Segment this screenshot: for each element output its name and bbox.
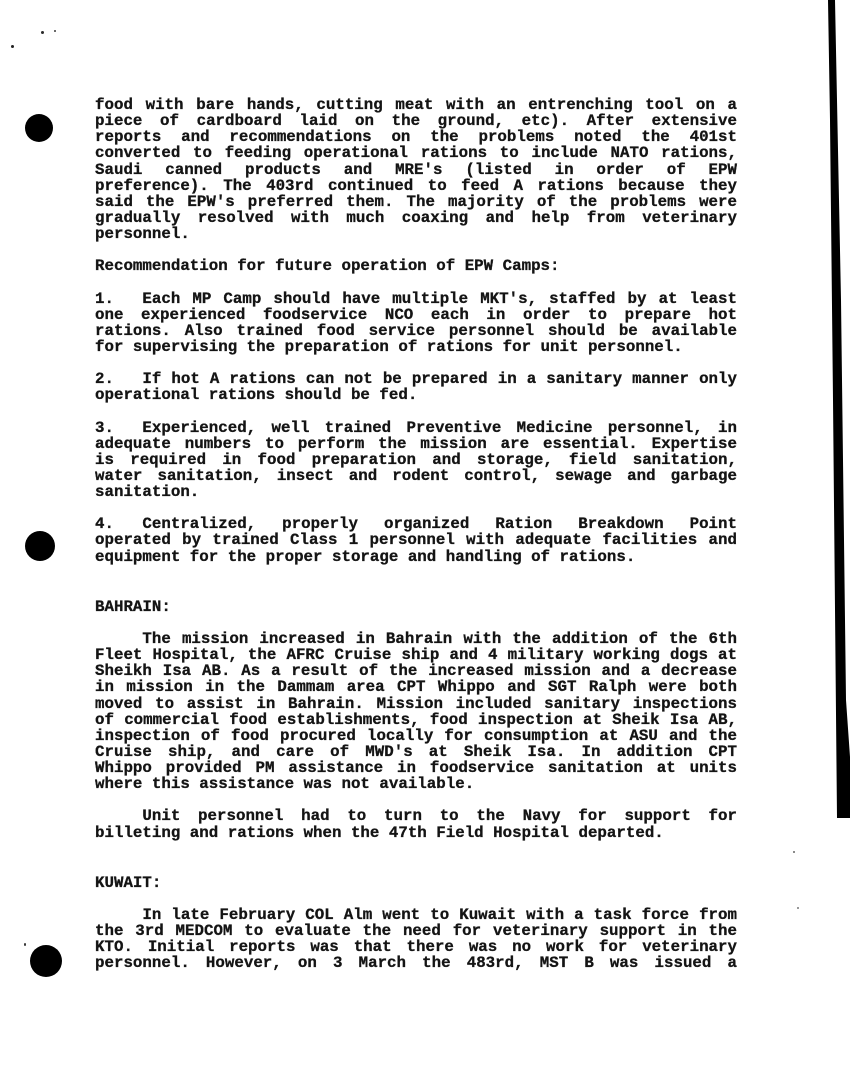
hole-punch-mark [25, 531, 55, 561]
paragraph [95, 808, 737, 840]
text-line: rations. Also trained food service personnel should be available [95, 321, 737, 340]
text-line: billeting and rations when the 47th Field Hospital departed. [95, 823, 664, 842]
scan-speck [54, 30, 56, 32]
text-line: gradually resolved with much coaxing and help from veterinary [95, 209, 737, 228]
paragraph [95, 258, 737, 274]
text-line: operated by trained Class 1 personnel with adequate facilities and [95, 531, 737, 550]
text-line: in mission in the Dammam area CPT Whippo and SGT Ralph were both [95, 678, 737, 697]
text-line: Cruise ship, and care of MWD's at Sheik Isa. In addition CPT [95, 743, 737, 761]
text-line: water sanitation, insect and rodent control, sewage and garbage [95, 466, 737, 485]
text-line: where this assistance was not available. [95, 775, 475, 794]
paragraph [95, 371, 737, 403]
list-number: 3. [95, 418, 114, 437]
text-line: KTO. Initial reports was that there was no work for veterinary [95, 938, 737, 957]
text-line: moved to assist in Bahrain. Mission included sanitary inspections [95, 694, 737, 713]
paragraph [95, 291, 737, 356]
hole-punch-mark [25, 114, 53, 142]
text-line: Recommendation for future operation of EPW Camps: [95, 257, 560, 276]
document-body [95, 97, 737, 972]
paragraph [95, 516, 737, 564]
text-line: preference). The 403rd continued to feed A rations because they [95, 176, 737, 195]
paragraph [95, 97, 737, 242]
text-line: Fleet Hospital, the AFRC Cruise ship and 4 military working dogs at [95, 646, 737, 665]
scan-speck [24, 943, 26, 946]
text-line: the 3rd MEDCOM to evaluate the need for veterinary support in the [95, 922, 737, 941]
text-line: personnel. However, on 3 March the 483rd, MST B was issued a [95, 954, 737, 973]
text-line: 2. If hot A rations can not be prepared in a sanitary manner only [95, 370, 737, 389]
paragraph [95, 907, 737, 972]
section-heading [95, 599, 737, 615]
text-line: 3. Experienced, well trained Preventive Medicine personnel, in [95, 418, 737, 437]
text-line: Whippo provided PM assistance in foodservice sanitation at units [95, 759, 737, 778]
text-line: one experienced foodservice NCO each in order to prepare hot [95, 305, 737, 324]
text-line: Unit personnel had to turn to the Navy for support for [142, 807, 737, 826]
scan-speck [11, 45, 14, 48]
section-heading [95, 875, 737, 891]
text-line: BAHRAIN: [95, 597, 171, 616]
text-line: 4. Centralized, properly organized Ration Breakdown Point [95, 515, 737, 534]
text-line: for supervising the preparation of rations for unit personnel. [95, 338, 683, 357]
text-line: is required in food preparation and storage, field sanitation, [95, 450, 737, 469]
scan-speck [793, 851, 795, 853]
text-line: food with bare hands, cutting meat with an entrenching tool on a [95, 96, 737, 114]
text-line: reports and recommendations on the problems noted the 401st [95, 128, 737, 147]
text-line: sanitation. [95, 483, 200, 502]
list-number: 1. [95, 289, 114, 308]
list-number: 4. [95, 515, 114, 534]
scan-speck [797, 907, 799, 909]
text-line: 1. Each MP Camp should have multiple MKT's, staffed by at least [95, 289, 737, 308]
text-line: of commercial food establishments, food inspection at Sheik Isa AB, [95, 710, 737, 729]
text-line: converted to feeding operational rations to include NATO rations, [95, 144, 737, 163]
text-line: said the EPW's preferred them. The majority of the problems were [95, 192, 737, 211]
text-line: piece of cardboard laid on the ground, etc). After extensive [95, 112, 737, 131]
paragraph [95, 631, 737, 793]
text-line: operational rations should be fed. [95, 386, 418, 405]
text-line: personnel. [95, 225, 190, 244]
text-line: Sheikh Isa AB. As a result of the increased mission and a decrease [95, 662, 737, 681]
text-line: The mission increased in Bahrain with the addition of the 6th [142, 629, 737, 648]
scan-speck [41, 31, 44, 34]
paragraph [95, 420, 737, 501]
text-line: In late February COL Alm went to Kuwait with a task force from [142, 905, 737, 924]
list-number: 2. [95, 370, 114, 389]
text-line: Saudi canned products and MRE's (listed in order of EPW [95, 160, 737, 179]
hole-punch-mark [30, 945, 62, 977]
text-line: adequate numbers to perform the mission are essential. Expertise [95, 434, 737, 453]
text-line: inspection of food procured locally for consumption at ASU and the [95, 726, 737, 745]
text-line: equipment for the proper storage and handling of rations. [95, 547, 636, 566]
text-line: KUWAIT: [95, 873, 162, 892]
